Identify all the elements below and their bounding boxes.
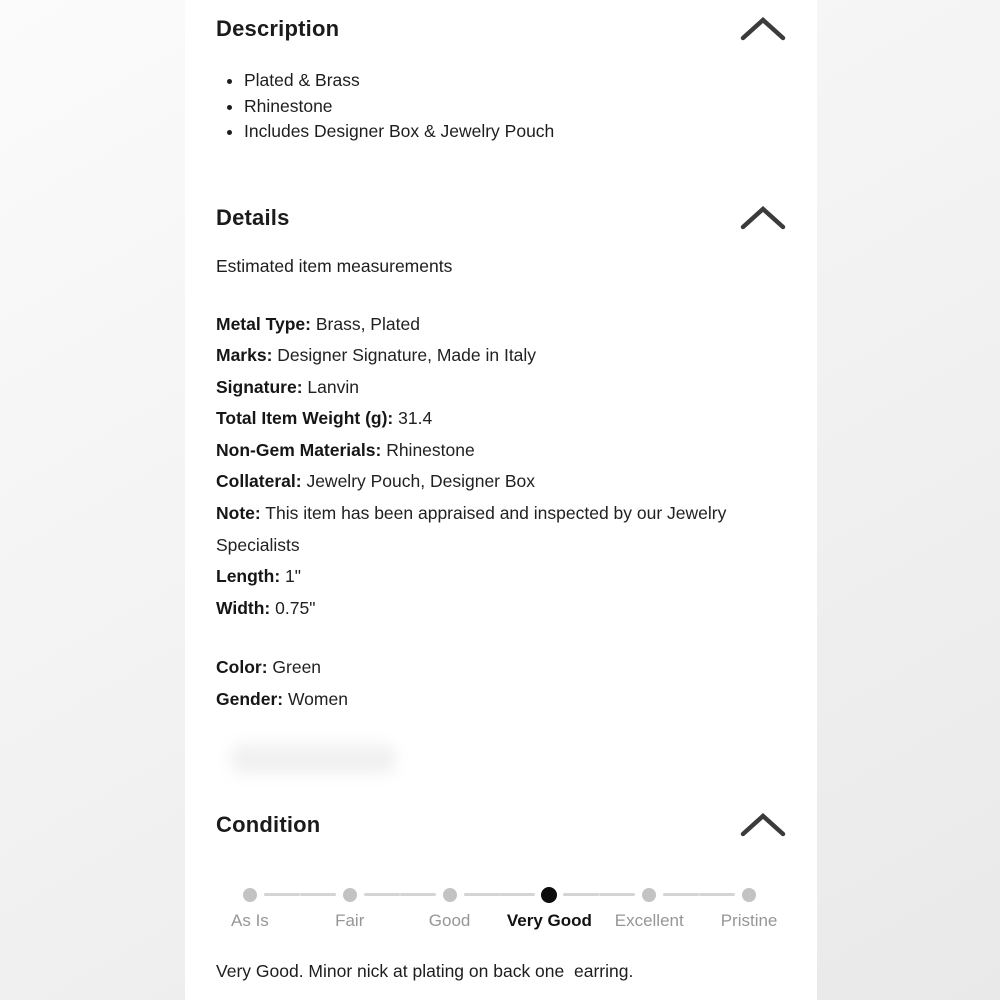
spec-row-marks: Marks: Designer Signature, Made in Italy (216, 345, 537, 366)
condition-dot (443, 888, 457, 902)
bullet-item: • Plated & Brass (244, 68, 786, 94)
condition-note: Very Good. Minor nick at plating on back one earring. (216, 960, 634, 981)
spec-row-color: Color: Green (216, 657, 322, 678)
spec-row-signature: Signature: Lanvin (216, 376, 359, 397)
spec-row-length: Length: 1" (216, 566, 301, 587)
chevron-up-icon[interactable] (740, 17, 786, 41)
spec-row-width: Width: 0.75" (216, 597, 316, 618)
condition-label: As Is (231, 910, 269, 930)
condition-dot (343, 888, 357, 902)
spec-row-total-item-weight: Total Item Weight (g): 31.4 (216, 408, 433, 429)
condition-label: Pristine (720, 910, 778, 930)
details-subtitle: Estimated item measurements (216, 255, 453, 276)
condition-header[interactable] (216, 810, 786, 840)
condition-step-pristine (699, 887, 799, 931)
condition-title: Condition (216, 811, 321, 837)
condition-step-excellent (599, 887, 699, 931)
chevron-up-icon[interactable] (740, 206, 786, 230)
details-header[interactable] (216, 203, 786, 233)
bullet-item: • Includes Designer Box & Jewelry Pouch (244, 119, 786, 145)
condition-label: Good (428, 910, 471, 930)
spec-row-gender: Gender: Women (216, 689, 348, 710)
condition-step-as-is (200, 887, 300, 931)
spec-list (216, 309, 778, 625)
condition-label: Excellent (614, 910, 684, 930)
condition-scale (200, 887, 799, 931)
product-info-panel (185, 0, 817, 1000)
spec-row-non-gem-materials: Non-Gem Materials: Rhinestone (216, 439, 475, 460)
condition-step-fair (300, 887, 400, 931)
spec-row-note: Note: This item has been appraised and inspected by our Jewelry Specialists (216, 503, 727, 555)
condition-dot-selected (541, 887, 557, 903)
spec-row-collateral: Collateral: Jewelry Pouch, Designer Box (216, 471, 536, 492)
description-header[interactable] (216, 14, 786, 44)
details-section (216, 203, 786, 716)
spec-list-extra (216, 652, 778, 715)
bullet-item: • Rhinestone (244, 94, 786, 120)
condition-label: Very Good (506, 910, 592, 930)
condition-step-very-good (499, 887, 599, 931)
condition-dot (742, 888, 756, 902)
condition-step-good (400, 887, 500, 931)
blurred-watermark-artifact (231, 744, 396, 774)
condition-dot (243, 888, 257, 902)
description-title: Description (216, 16, 340, 41)
condition-section (216, 810, 786, 983)
condition-dot (642, 888, 656, 902)
description-bullet-list (244, 68, 786, 145)
spec-row-metal-type: Metal Type: Brass, Plated (216, 313, 420, 334)
chevron-up-icon[interactable] (740, 813, 786, 837)
details-title: Details (216, 204, 290, 230)
condition-label: Fair (335, 910, 365, 930)
description-section (216, 14, 786, 145)
